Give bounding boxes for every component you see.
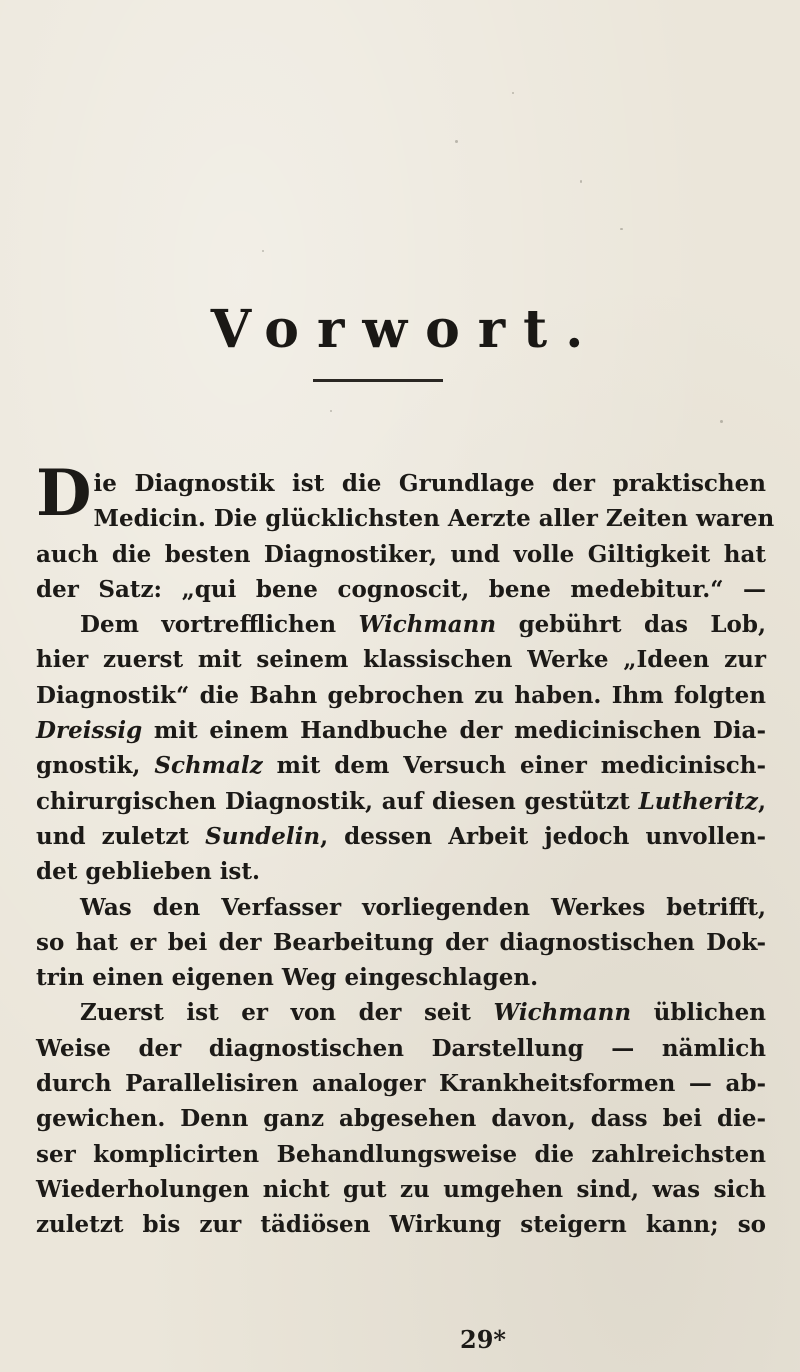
text-line [36, 607, 766, 642]
text-line [36, 642, 766, 677]
text-line [36, 572, 766, 607]
text-segment: , [757, 787, 766, 815]
text-segment: durch Parallelisiren analoger Krankheitsformen — ab- [36, 1070, 766, 1098]
text-line [36, 466, 766, 501]
text-segment: Was den Verfasser vorliegenden Werkes betrifft, [80, 893, 766, 921]
text-segment: auch die besten Diagnostiker, und volle Giltigkeit hat [36, 540, 766, 568]
text-line [36, 1137, 766, 1172]
text-segment: gewichen. Denn ganz abgesehen davon, dass bei die- [36, 1105, 766, 1133]
text-segment: chirurgischen Diagnostik, auf diesen gestützt [36, 787, 639, 815]
text-line [36, 501, 775, 536]
text-segment: gebührt das Lob, [496, 611, 766, 639]
text-line [36, 748, 766, 783]
text-segment: mit dem Versuch einer medicinisch- [262, 752, 766, 780]
emphasized-name: Lutheritz [638, 787, 758, 815]
text-segment: so hat er bei der Bearbeitung der diagnostischen Dok- [36, 928, 766, 956]
text-segment: Zuerst ist er von der seit [80, 999, 494, 1027]
text-segment: Weise der diagnostischen Darstellung — nämlich [36, 1034, 766, 1062]
text-line [36, 1031, 766, 1066]
text-segment: Diagnostik“ die Bahn gebrochen zu haben. Ihm folgten [36, 681, 766, 709]
text-line [36, 995, 766, 1030]
title-rule [313, 379, 443, 382]
text-line [36, 960, 766, 995]
paper-speckle [620, 228, 623, 230]
text-line [36, 1101, 766, 1136]
text-line [36, 854, 766, 889]
text-segment: und zuletzt [36, 822, 206, 850]
page-number: 29* [460, 1325, 506, 1354]
text-line [36, 925, 766, 960]
text-segment: Dem vortrefflichen [80, 611, 359, 639]
text-segment: det geblieben ist. [36, 858, 261, 886]
text-segment: mit einem Handbuche der medicinischen Dia- [142, 717, 766, 745]
text-segment: Wiederholungen nicht gut zu umgehen sind, was sich [36, 1175, 766, 1203]
text-line [36, 537, 766, 572]
text-segment: ser komplicirten Behandlungsweise die zahlreichsten [36, 1140, 766, 1168]
text-segment: Medicin. Die glücklichsten Aerzte aller Zeiten waren [93, 505, 775, 533]
paper-speckle [330, 410, 332, 412]
text-segment: zuletzt bis zur tädiösen Wirkung steigern kann; so [36, 1211, 766, 1239]
page-title: Vorwort. [210, 299, 602, 360]
text-line [36, 713, 766, 748]
text-segment: gnostik, [36, 752, 155, 780]
text-segment: der Satz: „qui bene cognoscit, bene medebitur.“ — [36, 575, 766, 603]
paper-speckle [720, 420, 723, 423]
text-line [36, 678, 766, 713]
text-line [36, 784, 766, 819]
paper-speckle [262, 250, 264, 252]
paper-speckle [455, 140, 458, 143]
text-line [36, 1207, 766, 1242]
emphasized-name: Schmalz [154, 752, 263, 780]
text-line [36, 1172, 766, 1207]
text-segment: trin einen eigenen Weg eingeschlagen. [36, 964, 539, 992]
emphasized-name: Dreissig [36, 717, 143, 745]
emphasized-name: Sundelin [205, 822, 321, 850]
emphasized-name: Wichmann [358, 611, 497, 639]
paper-speckle [512, 92, 514, 94]
text-line [36, 819, 766, 854]
body-text [36, 456, 775, 1243]
text-segment: ie Diagnostik ist die Grundlage der praktischen [93, 470, 766, 497]
emphasized-name: Wichmann [493, 999, 632, 1027]
text-line [36, 890, 766, 925]
drop-cap: D [36, 456, 92, 531]
text-segment: , dessen Arbeit jedoch unvollen- [320, 822, 766, 850]
paper-speckle [580, 180, 582, 183]
text-segment: hier zuerst mit seinem klassischen Werke „Ideen zur [36, 646, 766, 674]
text-line [36, 1066, 766, 1101]
text-segment: üblichen [631, 999, 766, 1027]
